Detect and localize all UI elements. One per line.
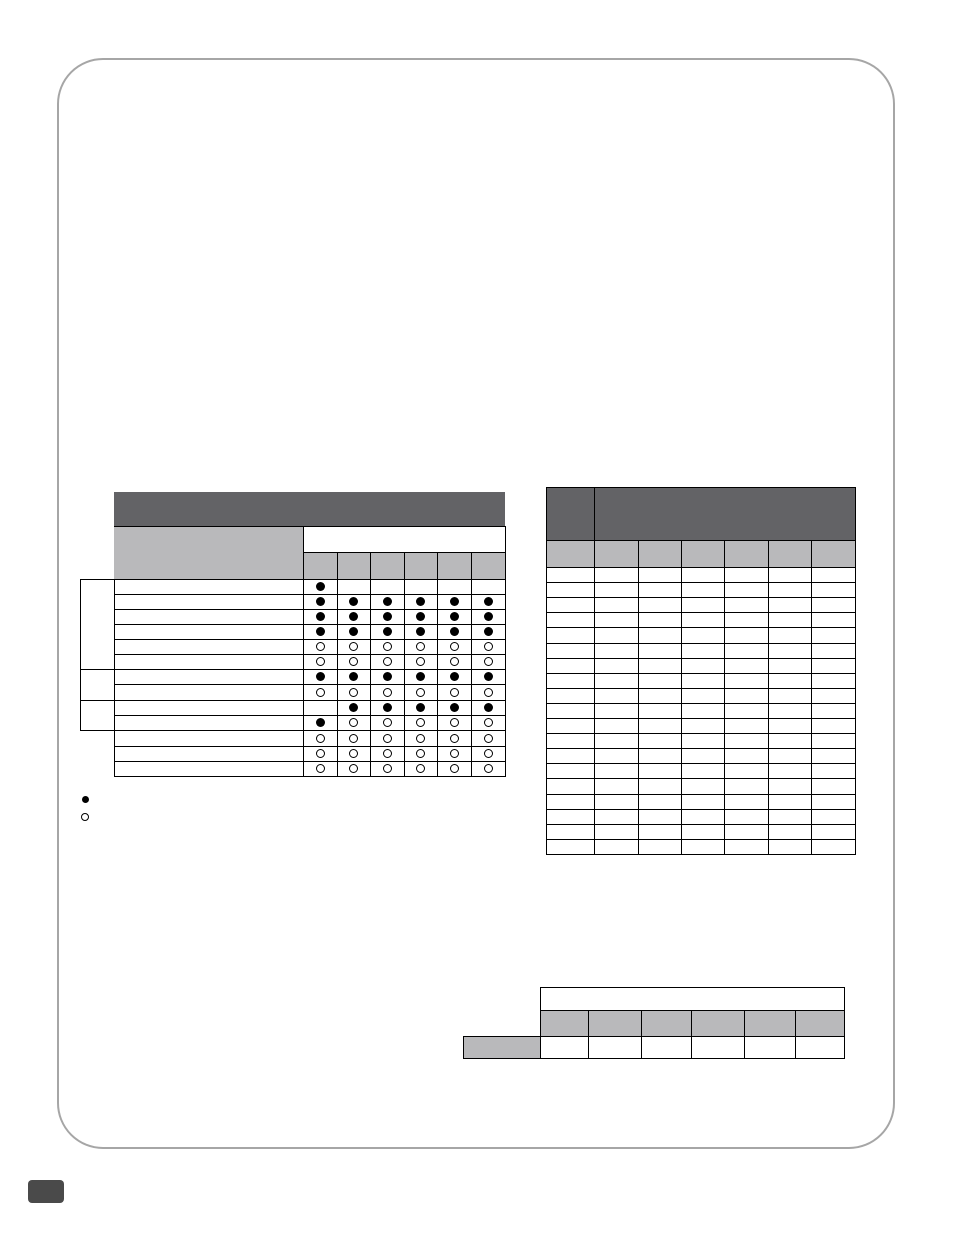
matrix-rule: [505, 526, 506, 777]
spec-rule: [546, 582, 856, 583]
spec-rule: [546, 703, 856, 704]
matrix-cell: [437, 715, 471, 730]
matrix-cell: [471, 639, 505, 654]
open-dot-icon: [383, 642, 392, 651]
filled-dot-icon: [316, 582, 325, 591]
filled-dot-icon: [450, 703, 459, 712]
summary-rule: [844, 987, 845, 1059]
open-dot-icon: [316, 749, 325, 758]
matrix-cell: [471, 715, 505, 730]
matrix-cell: [370, 684, 404, 700]
matrix-cell: [337, 700, 370, 715]
open-dot-icon: [450, 642, 459, 651]
matrix-cell: [303, 669, 337, 684]
filled-dot-icon: [383, 612, 392, 621]
matrix-cell: [471, 594, 505, 609]
open-dot-icon: [450, 749, 459, 758]
open-dot-icon: [484, 642, 493, 651]
legend-filled-dot-icon: [82, 796, 89, 803]
matrix-cell: [337, 594, 370, 609]
matrix-cell: [370, 639, 404, 654]
open-dot-icon: [484, 749, 493, 758]
open-dot-icon: [450, 657, 459, 666]
matrix-cell: [337, 761, 370, 776]
matrix-cell: [370, 654, 404, 669]
matrix-cell: [337, 684, 370, 700]
spec-rule: [811, 540, 812, 855]
spec-rule: [546, 658, 856, 659]
filled-dot-icon: [450, 627, 459, 636]
spec-rule: [724, 540, 725, 855]
matrix-cell: [404, 761, 437, 776]
spec-rule: [546, 854, 856, 855]
filled-dot-icon: [316, 718, 325, 727]
open-dot-icon: [484, 718, 493, 727]
matrix-cell: [370, 669, 404, 684]
matrix-cell: [471, 761, 505, 776]
filled-dot-icon: [383, 703, 392, 712]
open-dot-icon: [383, 657, 392, 666]
spec-rule: [681, 540, 682, 855]
open-dot-icon: [349, 749, 358, 758]
page-number-tab: [28, 1180, 64, 1203]
matrix-cell: [471, 609, 505, 624]
summary-rule: [795, 1010, 796, 1059]
matrix-cell: [471, 669, 505, 684]
open-dot-icon: [416, 764, 425, 773]
matrix-cell: [437, 639, 471, 654]
summary-table-subheader: [540, 1010, 844, 1036]
filled-dot-icon: [316, 612, 325, 621]
matrix-cell: [303, 715, 337, 730]
matrix-cell: [404, 730, 437, 746]
spec-table-header: [546, 487, 855, 540]
filled-dot-icon: [450, 612, 459, 621]
filled-dot-icon: [383, 672, 392, 681]
matrix-cell: [404, 654, 437, 669]
matrix-cell: [437, 761, 471, 776]
matrix-group-rule: [80, 579, 81, 670]
spec-rule: [546, 612, 856, 613]
matrix-cell: [471, 746, 505, 761]
matrix-cell: [303, 609, 337, 624]
filled-dot-icon: [349, 703, 358, 712]
matrix-cell: [337, 609, 370, 624]
filled-dot-icon: [484, 703, 493, 712]
matrix-rule: [337, 552, 338, 580]
open-dot-icon: [349, 718, 358, 727]
matrix-rule: [114, 776, 506, 777]
open-dot-icon: [416, 657, 425, 666]
spec-rule: [546, 718, 856, 719]
summary-rule: [691, 1010, 692, 1059]
summary-rule: [463, 1036, 464, 1059]
open-dot-icon: [383, 749, 392, 758]
matrix-cell: [404, 684, 437, 700]
matrix-cell: [370, 609, 404, 624]
open-dot-icon: [416, 734, 425, 743]
spec-rule: [594, 487, 595, 855]
filled-dot-icon: [416, 672, 425, 681]
filled-dot-icon: [484, 627, 493, 636]
open-dot-icon: [416, 642, 425, 651]
filled-dot-icon: [383, 597, 392, 606]
open-dot-icon: [450, 718, 459, 727]
open-dot-icon: [450, 688, 459, 697]
matrix-cell: [337, 654, 370, 669]
filled-dot-icon: [484, 612, 493, 621]
open-dot-icon: [349, 734, 358, 743]
filled-dot-icon: [416, 612, 425, 621]
matrix-cell: [437, 746, 471, 761]
matrix-rule: [370, 552, 371, 580]
spec-rule: [546, 748, 856, 749]
matrix-group-rule: [80, 669, 81, 701]
open-dot-icon: [450, 764, 459, 773]
open-dot-icon: [484, 657, 493, 666]
open-dot-icon: [383, 764, 392, 773]
spec-table-subheader: [546, 540, 855, 567]
filled-dot-icon: [349, 597, 358, 606]
open-dot-icon: [316, 688, 325, 697]
matrix-group-rule: [80, 730, 115, 731]
matrix-cell: [437, 624, 471, 639]
filled-dot-icon: [416, 627, 425, 636]
matrix-cell: [337, 624, 370, 639]
matrix-rule: [404, 552, 405, 580]
open-dot-icon: [349, 764, 358, 773]
matrix-title-bar: [114, 492, 505, 526]
summary-rule: [463, 1036, 845, 1037]
spec-rule: [546, 809, 856, 810]
open-dot-icon: [416, 688, 425, 697]
matrix-cell: [437, 730, 471, 746]
spec-rule: [855, 487, 856, 855]
matrix-cell: [437, 684, 471, 700]
spec-rule: [546, 567, 856, 568]
matrix-cell: [404, 746, 437, 761]
matrix-cell: [404, 715, 437, 730]
matrix-cell: [404, 624, 437, 639]
open-dot-icon: [484, 688, 493, 697]
matrix-cell: [471, 624, 505, 639]
matrix-cell: [471, 700, 505, 715]
spec-rule: [768, 540, 769, 855]
spec-rule: [546, 673, 856, 674]
matrix-cell: [303, 761, 337, 776]
summary-rule: [641, 1010, 642, 1059]
matrix-cell: [404, 594, 437, 609]
matrix-cell: [437, 654, 471, 669]
spec-rule: [546, 688, 856, 689]
matrix-cell: [370, 594, 404, 609]
spec-rule: [546, 643, 856, 644]
spec-rule: [638, 540, 639, 855]
matrix-cell: [370, 746, 404, 761]
open-dot-icon: [349, 688, 358, 697]
open-dot-icon: [349, 657, 358, 666]
matrix-cell: [337, 746, 370, 761]
matrix-cell: [437, 669, 471, 684]
spec-rule: [546, 839, 856, 840]
matrix-cell: [404, 669, 437, 684]
matrix-group-rule: [80, 700, 81, 731]
summary-rule: [744, 1010, 745, 1059]
filled-dot-icon: [416, 703, 425, 712]
open-dot-icon: [450, 734, 459, 743]
matrix-cell: [303, 654, 337, 669]
matrix-cell: [337, 715, 370, 730]
matrix-rule: [437, 552, 438, 580]
open-dot-icon: [383, 734, 392, 743]
open-dot-icon: [416, 749, 425, 758]
open-dot-icon: [316, 657, 325, 666]
summary-rule: [588, 1010, 589, 1059]
filled-dot-icon: [450, 597, 459, 606]
matrix-row-header-cell: [114, 526, 303, 579]
filled-dot-icon: [450, 672, 459, 681]
filled-dot-icon: [316, 597, 325, 606]
matrix-cell: [370, 730, 404, 746]
spec-rule: [546, 733, 856, 734]
spec-rule: [546, 763, 856, 764]
matrix-rule: [114, 579, 115, 777]
matrix-cell: [303, 639, 337, 654]
filled-dot-icon: [484, 597, 493, 606]
filled-dot-icon: [349, 627, 358, 636]
filled-dot-icon: [316, 627, 325, 636]
spec-rule: [546, 778, 856, 779]
summary-rule: [540, 987, 541, 1059]
filled-dot-icon: [484, 672, 493, 681]
filled-dot-icon: [383, 627, 392, 636]
matrix-cell: [337, 669, 370, 684]
spec-rule: [546, 487, 856, 488]
spec-rule: [546, 487, 547, 855]
open-dot-icon: [316, 764, 325, 773]
matrix-cell: [471, 654, 505, 669]
matrix-cell: [471, 684, 505, 700]
open-dot-icon: [484, 764, 493, 773]
matrix-cell: [303, 684, 337, 700]
matrix-cell: [437, 609, 471, 624]
spec-rule: [546, 627, 856, 628]
matrix-cell: [303, 730, 337, 746]
matrix-cell: [303, 624, 337, 639]
matrix-rule: [114, 526, 506, 527]
matrix-group-rule: [80, 669, 115, 670]
open-dot-icon: [383, 718, 392, 727]
matrix-cell: [404, 700, 437, 715]
matrix-cell: [303, 594, 337, 609]
matrix-cell: [437, 594, 471, 609]
summary-table-row-label: [463, 1036, 540, 1058]
matrix-cell: [370, 715, 404, 730]
filled-dot-icon: [316, 672, 325, 681]
matrix-rule: [303, 526, 304, 580]
matrix-cell: [437, 700, 471, 715]
matrix-cell: [370, 700, 404, 715]
filled-dot-icon: [349, 672, 358, 681]
matrix-cell: [337, 730, 370, 746]
open-dot-icon: [484, 734, 493, 743]
matrix-rule: [471, 552, 472, 580]
open-dot-icon: [416, 718, 425, 727]
matrix-cell: [337, 639, 370, 654]
open-dot-icon: [383, 688, 392, 697]
matrix-cell: [404, 609, 437, 624]
matrix-cell: [404, 639, 437, 654]
filled-dot-icon: [349, 612, 358, 621]
matrix-cell: [303, 579, 337, 594]
matrix-cell: [303, 746, 337, 761]
spec-rule: [546, 597, 856, 598]
summary-rule: [463, 1058, 845, 1059]
open-dot-icon: [349, 642, 358, 651]
spec-rule: [546, 824, 856, 825]
open-dot-icon: [316, 734, 325, 743]
matrix-group-rule: [80, 700, 115, 701]
matrix-cell: [471, 730, 505, 746]
summary-rule: [540, 987, 845, 988]
spec-rule: [546, 540, 856, 541]
spec-rule: [546, 794, 856, 795]
filled-dot-icon: [416, 597, 425, 606]
matrix-group-rule: [80, 579, 115, 580]
matrix-cell: [370, 624, 404, 639]
matrix-cell: [370, 761, 404, 776]
legend-open-dot-icon: [81, 813, 89, 821]
summary-rule: [540, 1010, 845, 1011]
open-dot-icon: [316, 642, 325, 651]
